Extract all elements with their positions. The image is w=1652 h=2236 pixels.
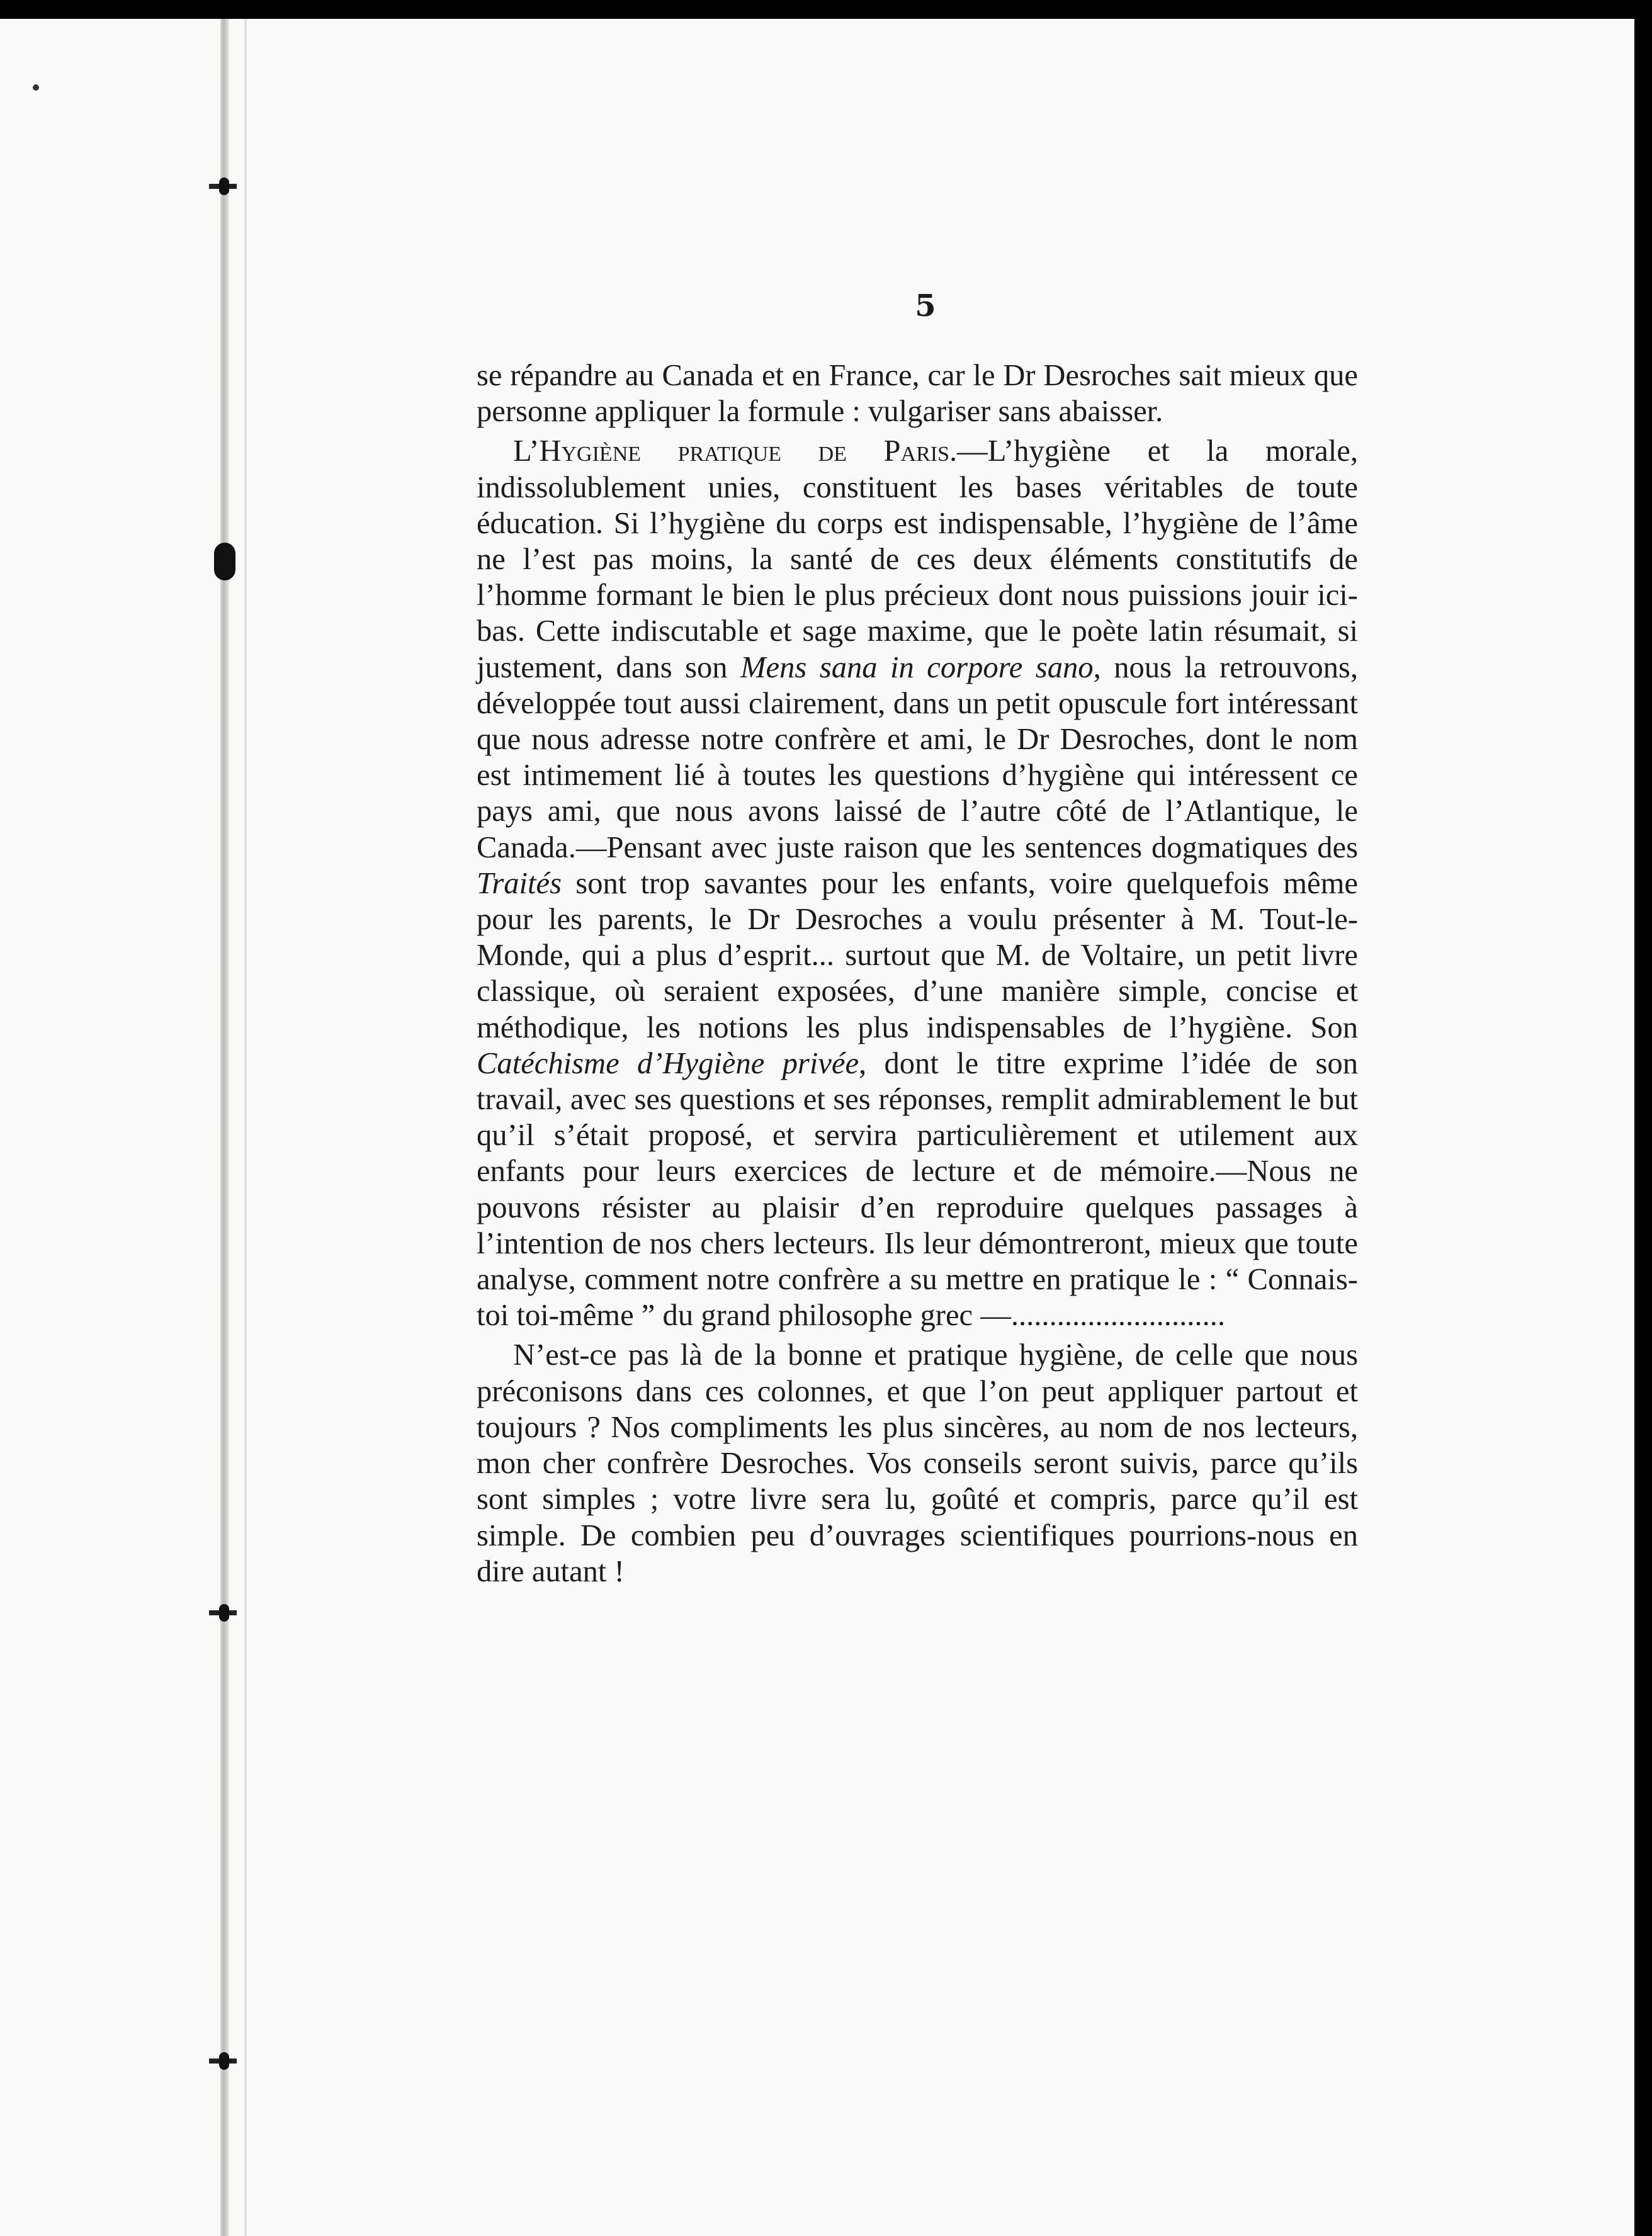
section-heading-initial-p: P <box>883 434 901 468</box>
paragraph-review <box>477 433 1358 1333</box>
book-title: Catéchisme d’Hygiène privée <box>477 1046 859 1080</box>
ink-speck <box>33 84 39 91</box>
binding-stitch <box>200 1604 246 1622</box>
review-text-a: .—L’hygiène et la morale, indissolublement unies, constituent les bases véritables de toute éducation. Si l’hygiène du corps est indispensable, l’hygiène de l’âme ne l’est pas moins, la santé de ces deux éléments constitutifs de l’homme formant le bien le plus précieux dont nous puissions jouir ici-bas. Cette indiscutable et sage maxime, que le poète latin résumait, si justement, dans son <box>477 434 1358 684</box>
binding-stitch <box>200 543 246 580</box>
page-number: 5 <box>915 288 936 324</box>
review-text-c: sont trop savantes pour les enfants, voire quelquefois même pour les parents, le Dr Desroches a voulu présenter à M. Tout-le-Monde, qui a plus d’esprit... surtout que M. de Voltaire, un petit livre classique, où seraient exposées, d’une manière simple, concise et méthodique, les notions les plus indispensables de l’hygiène. Son <box>477 866 1358 1044</box>
body-text <box>477 358 1358 1589</box>
binding-fold <box>220 19 229 2236</box>
paragraph-intro: se répandre au Canada et en France, car le Dr Desroches sait mieux que personne appliquer la formule : vulgariser sans abaisser. <box>477 358 1358 429</box>
paragraph-conclusion: N’est-ce pas là de la bonne et pratique hygiène, de celle que nous préconisons dans ces colonnes, et que l’on peut appliquer partout et toujours ? Nos compliments les plus sincères, au nom de nos lecteurs, mon cher confrère Desroches. Vos conseils seront suivis, parce qu’ils sont simples ; votre livre sera lu, goûté et compris, parce qu’il est simple. De combien peu d’ouvrages scientifiques pourrions-nous en dire autant ! <box>477 1338 1358 1588</box>
review-text-b: , nous la retrouvons, développée tout aussi clairement, dans un petit opuscule fort intéressant que nous adresse notre confrère et ami, le Dr Desroches, dont le nom est intimement lié à toutes les questions d’hygiène qui intéressent ce pays ami, que nous avons laissé de l’autre côté de l’Atlantique, le Canada.—Pensant avec juste raison que les sentences dogmatiques des <box>477 650 1358 864</box>
binding-fold-edge <box>244 19 247 2236</box>
latin-quote: Mens sana in corpore sano <box>740 650 1094 684</box>
section-heading-paris: aris <box>900 434 949 468</box>
review-text-d: , dont le titre exprime l’idée de son travail, avec ses questions et ses réponses, remplit admirablement le but qu’il s’était proposé, et servira particulièrement et utilement aux enfants pour leurs exercices de lecture et de mémoire.—Nous ne pouvons résister au plaisir d’en reproduire quelques passages à l’intention de nos chers lecteurs. Ils leur démontreront, mieux que toute analyse, comment notre confrère a su mettre en pratique le : “ Connais-toi toi-même ” du grand philosophe grec —............................ <box>477 1046 1358 1333</box>
italic-traites: Traités <box>477 866 562 900</box>
binding-stitch <box>200 2052 246 2070</box>
section-heading: ygiène pratique de <box>561 434 884 468</box>
section-heading-initial-l: L’H <box>513 434 562 468</box>
binding-stitch <box>200 178 246 195</box>
